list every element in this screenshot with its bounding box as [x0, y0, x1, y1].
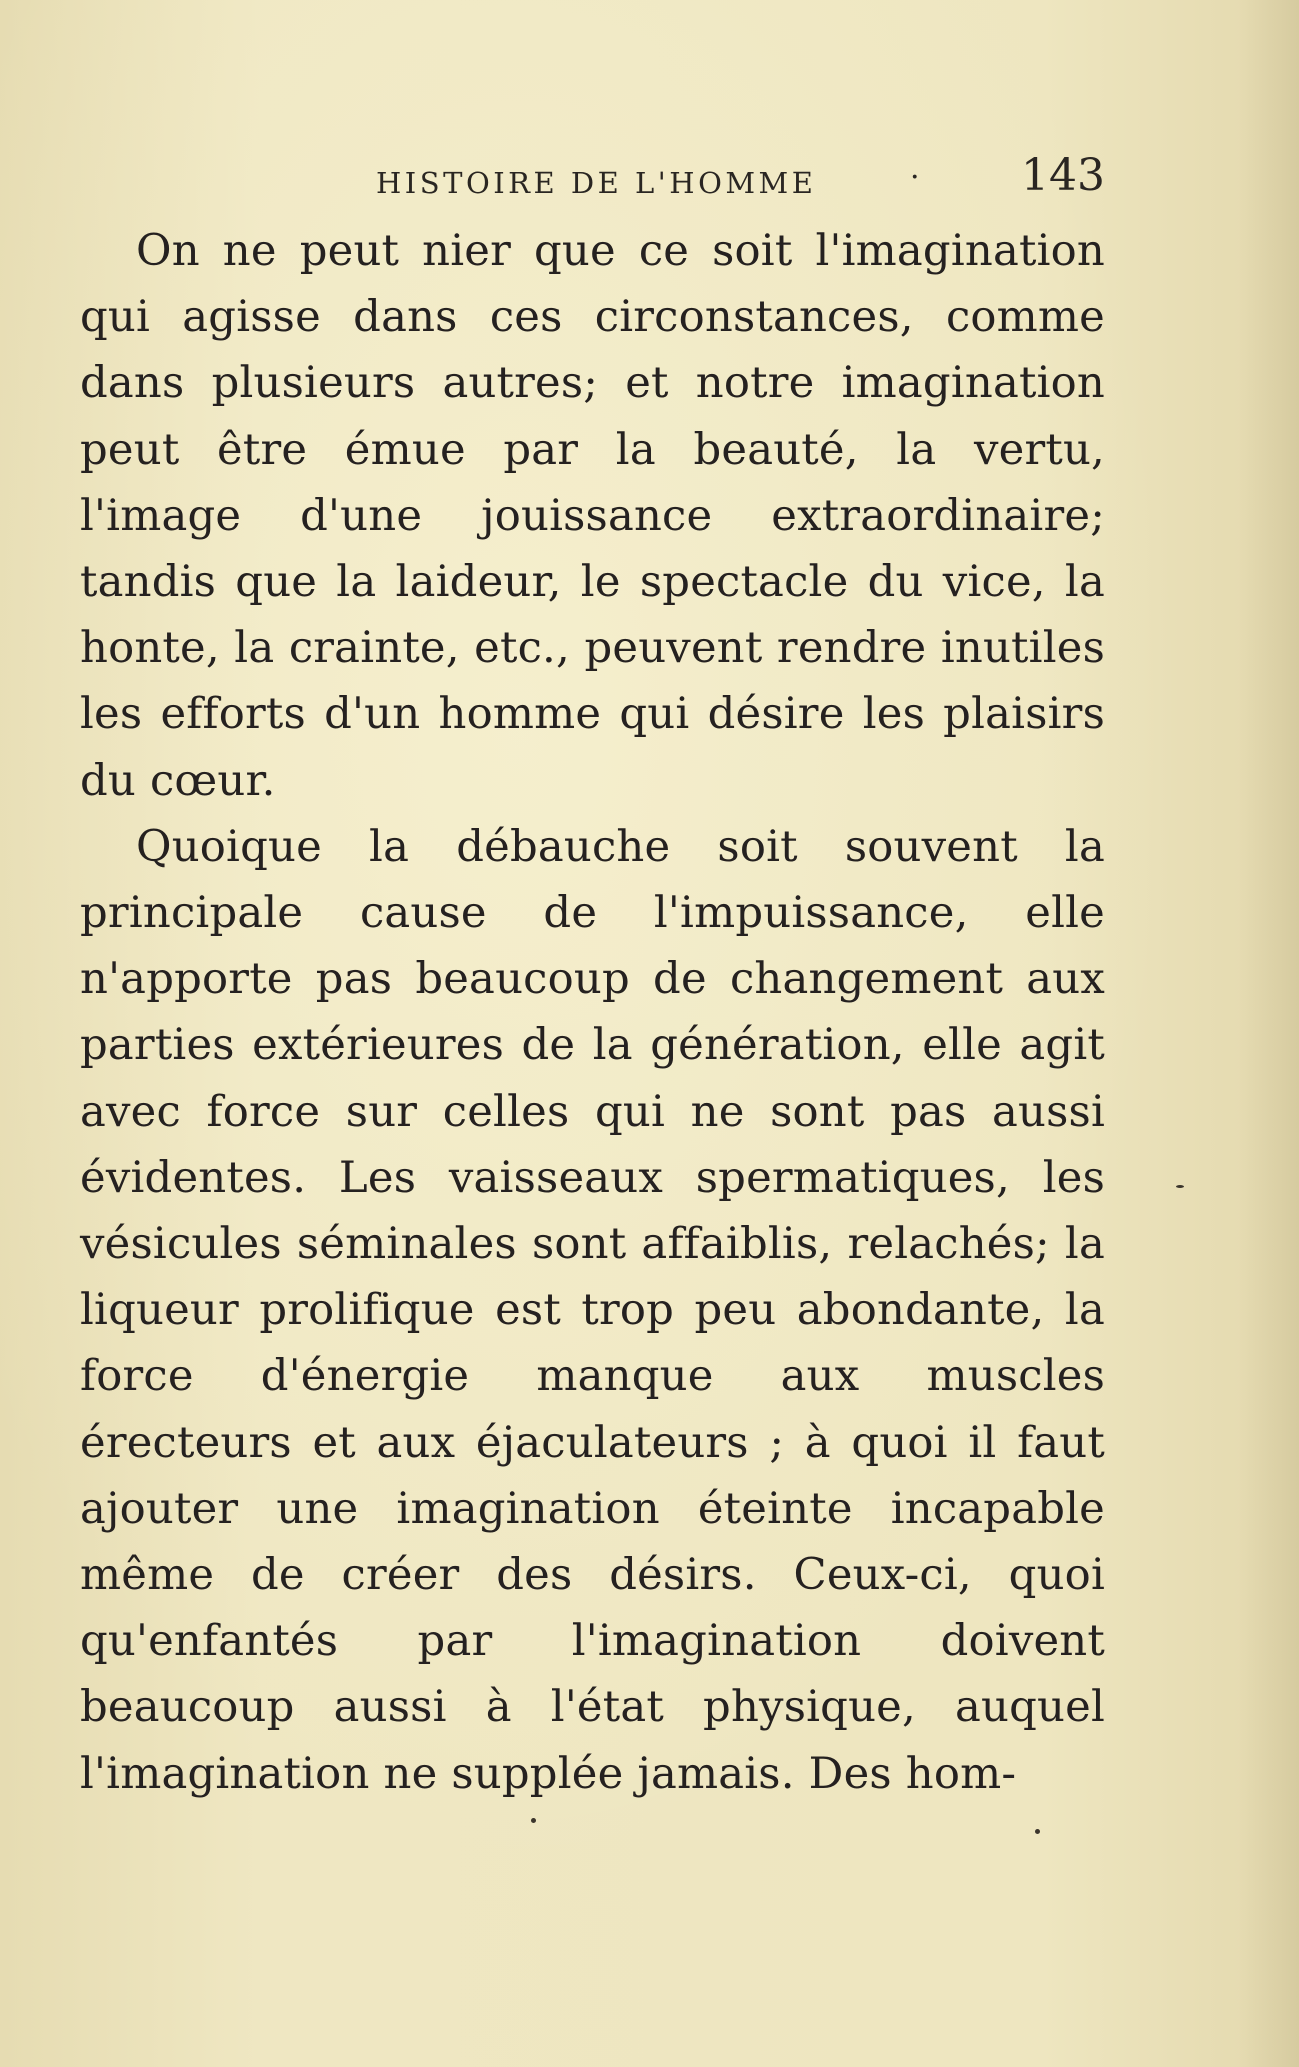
- paragraph-2: Quoique la débauche soit souvent la principale cause de l'impuissance, elle n'apporte pas beaucoup de changement aux parties extérieures de la génération, elle agit avec force sur celles qui ne sont pas aussi évidentes. Les vaisseaux spermatiques, les vésicules séminales sont affaiblis, relachés; la liqueur prolifique est trop peu abondante, la force d'énergie manque aux muscles érecteurs et aux éjaculateurs ; à quoi il faut ajouter une imagination éteinte incapable même de créer des désirs. Ceux-ci, quoi qu'enfantés par l'imagination doivent beaucoup aussi à l'état physique, auquel l'imagination ne supplée jamais. Des hom-: [80, 821, 1105, 1799]
- running-header: [80, 150, 1105, 210]
- header-dot: ·: [910, 160, 920, 195]
- ink-speck: [1035, 1829, 1040, 1834]
- ink-speck: [1176, 1185, 1184, 1188]
- paragraph-1: On ne peut nier que ce soit l'imagination qui agisse dans ces circonstances, comme dans plusieurs autres; et notre imagination peut être émue par la beauté, la vertu, l'image d'une jouissance extraordinaire; tandis que la laideur, le spectacle du vice, la honte, la crainte, etc., peuvent rendre inutiles les efforts d'un homme qui désire les plaisirs du cœur.: [80, 226, 1105, 806]
- page-number: 143: [1021, 150, 1105, 201]
- body-text: [80, 218, 1105, 1807]
- running-title: HISTOIRE DE L'HOMME: [376, 166, 817, 200]
- ink-speck: [531, 1818, 536, 1823]
- page-edge-shadow: [1239, 0, 1299, 2067]
